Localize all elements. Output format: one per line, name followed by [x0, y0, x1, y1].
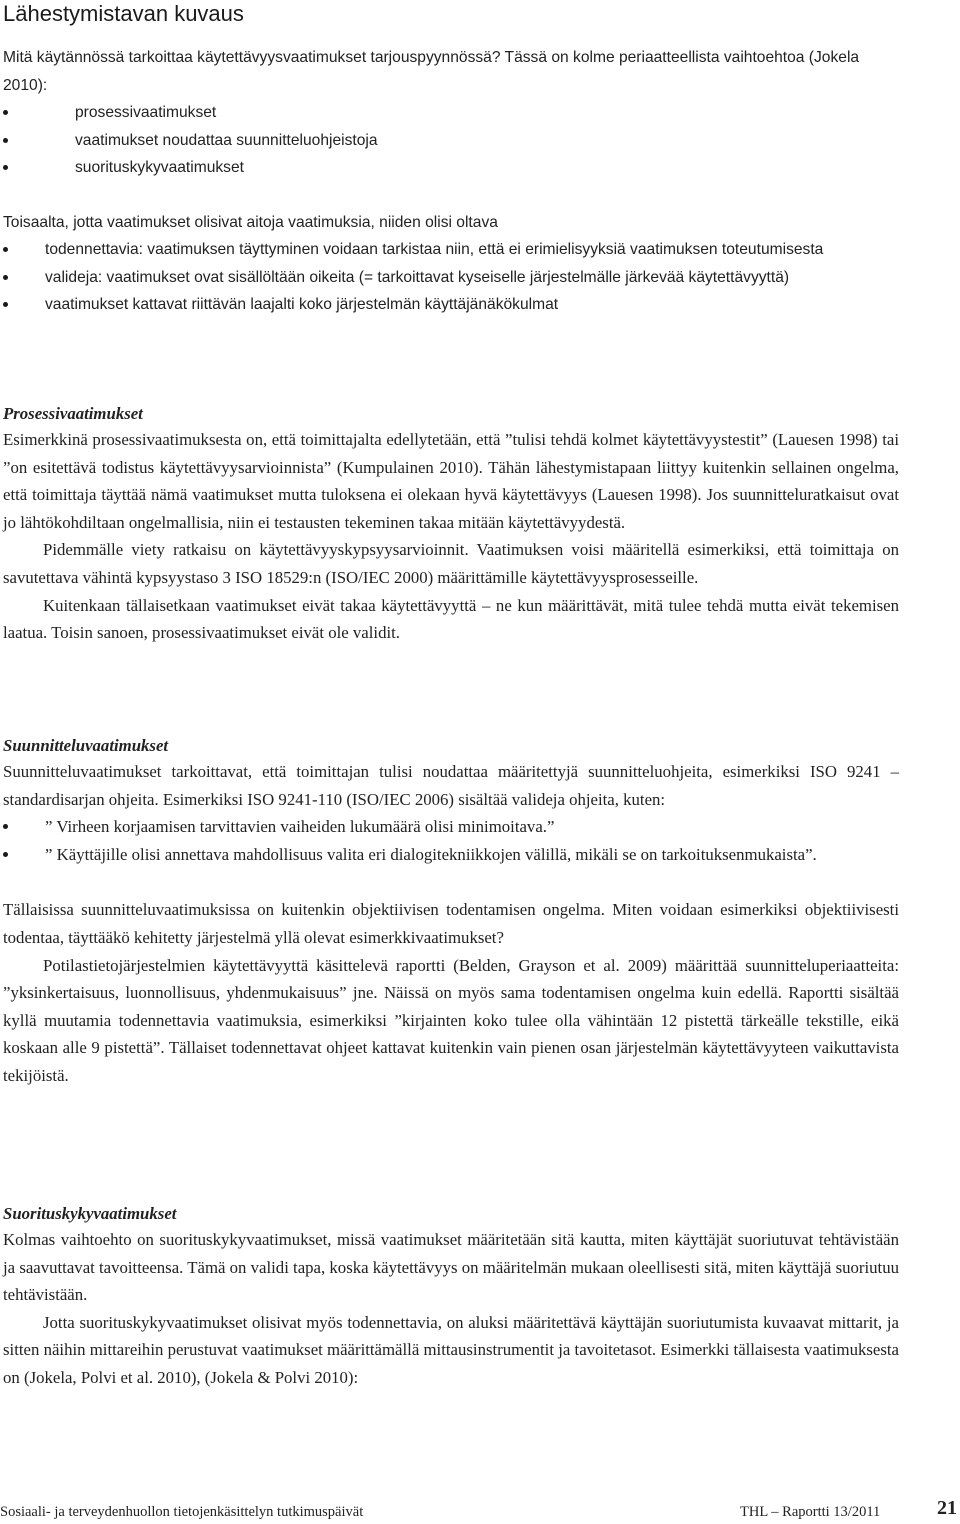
intro-list — [3, 99, 899, 182]
design-section — [3, 734, 899, 1090]
paragraph: Tällaisissa suunnitteluvaatimuksissa on kuitenkin objektiivisen todentamisen ongelma. Miten voidaan esimerkiksi objektiivisesti todentaa, täyttääkö kehitetty järjestelmä yllä olevat esimerkkivaatimukset? — [3, 900, 899, 947]
section-title: Suorituskykyvaatimukset — [3, 1204, 177, 1223]
section-title: Prosessivaatimukset — [3, 404, 143, 423]
footer-event-name: Sosiaali- ja terveydenhuollon tietojenkäsittelyn tutkimuspäivät — [0, 1504, 364, 1520]
paragraph: Jotta suorituskykyvaatimukset olisivat myös todennettavia, on aluksi määritettävä käyttäjän suoriutumista kuvaavat mittarit, ja sitten näihin mittareihin perustuvat vaatimukset määrittämällä mittausinstrumentit ja tavoitetasot. Esimerkki tällaisesta vaatimuksesta on (Jokela, Polvi et al. 2010), (Jokela & Polvi 2010): — [3, 1312, 899, 1387]
bullet-icon — [3, 110, 8, 115]
list-item: todennettavia: vaatimuksen täyttyminen voidaan tarkistaa niin, että ei erimielisyyksiä vaatimuksen toteutumisesta — [3, 236, 899, 264]
criteria-list — [3, 236, 899, 319]
bullet-icon — [3, 852, 8, 857]
paragraph: Pidemmälle viety ratkaisu on käytettävyyskypsyysarvioinnit. Vaatimuksen voisi määritellä esimerkiksi, että toimittaja on savutettava vähintä kypsyystaso 3 ISO 18529:n (ISO/IEC 2000) määrittämille käytettävyysprosesseille. — [3, 540, 899, 587]
section-title: Suunnitteluvaatimukset — [3, 736, 169, 755]
footer-report-id: THL – Raportti 13/2011 — [740, 1504, 881, 1520]
list-item: ” Käyttäjille olisi annettava mahdollisuus valita eri dialogitekniikkojen välillä, mikäli se on tarkoituksenmukaista”. — [3, 841, 899, 869]
list-item: vaatimukset kattavat riittävän laajalti koko järjestelmän käyttäjänäkökulmat — [3, 291, 899, 319]
bullet-icon — [3, 165, 8, 170]
page-number: 21 — [937, 1497, 957, 1519]
performance-section — [3, 1202, 899, 1392]
paragraph: Esimerkkinä prosessivaatimuksesta on, että toimittajalta edellytetään, että ”tulisi tehdä kolmet käytettävyystestit” (Lauesen 1998) tai ”on esitettävä todistus käytettävyysarvioinnista” (Kumpulainen 2010). Tähän lähestymistapaan liittyy kuitenkin sellainen ongelma, että toimittaja täyttää nämä vaatimukset mutta tuloksena ei olekaan hyvä käytettävyys (Lauesen 1998). Jos suunnitteluratkaisut ovat jo lähtökohdiltaan ongelmallisia, niin ei testausten tekeminen takaa mitään käytettävyydestä. — [3, 430, 899, 532]
bullet-icon — [3, 138, 8, 143]
bullet-icon — [3, 247, 8, 252]
design-list — [3, 813, 899, 868]
intro-paragraph: Mitä käytännössä tarkoittaa käytettävyysvaatimukset tarjouspyynnössä? Tässä on kolme periaatteellista vaihtoehtoa (Jokela 2010): — [3, 49, 860, 94]
list-item: vaatimukset noudattaa suunnitteluohjeistoja — [3, 127, 899, 155]
bullet-icon — [3, 302, 8, 307]
list-item: suorituskykyvaatimukset — [3, 154, 899, 182]
paragraph: Kuitenkaan tällaisetkaan vaatimukset eivät takaa käytettävyyttä – ne kun määrittävät, mitä tulee tehdä mutta eivät tekemisen laatua. Toisin sanoen, prosessivaatimukset eivät ole validit. — [3, 595, 899, 643]
paragraph: Kolmas vaihtoehto on suorituskykyvaatimukset, missä vaatimukset määritetään sitä kautta, miten käyttäjät suoriutuvat tehtävistään ja saavuttavat tavoitteensa. Tämä on validi tapa, koska käytettävyys on määritelmän mukaan oleellisesti sitä, miten käyttäjä suoriutuu tehtävistään. — [3, 1230, 899, 1305]
page-heading: Lähestymistavan kuvaus — [3, 1, 244, 26]
bullet-icon — [3, 275, 8, 280]
list-item: prosessivaatimukset — [3, 99, 899, 127]
process-section — [3, 402, 899, 647]
criteria-paragraph: Toisaalta, jotta vaatimukset olisivat aitoja vaatimuksia, niiden olisi oltava — [3, 214, 498, 231]
bullet-icon — [3, 824, 8, 829]
paragraph: Potilastietojärjestelmien käytettävyyttä käsittelevä raportti (Belden, Grayson et al. 2009) määrittää suunnitteluperiaatteita: ”yksinkertaisuus, luonnollisuus, yhdenmukaisuus” jne. Näissä on myös sama todentamisen ongelma kuin edellä. Raportti sisältää kyllä muutamia todennettavia vaatimuksia, esimerkiksi ”kirjainten koko tulee olla vähintään 12 pistettä tärkeälle tekstille, eikä koskaan alle 9 pistettä”. Tällaiset todennettavat ohjeet kattavat kuitenkin vain pienen osan järjestelmän käytettävyyteen vaikuttavista tekijöistä. — [3, 955, 899, 1085]
paragraph: Suunnitteluvaatimukset tarkoittavat, että toimittajan tulisi noudattaa määritettyjä suunnitteluohjeita, esimerkiksi ISO 9241 –standardisarjan ohjeita. Esimerkiksi ISO 9241-110 (ISO/IEC 2006) sisältää valideja ohjeita, kuten: — [3, 762, 899, 809]
list-item: ” Virheen korjaamisen tarvittavien vaiheiden lukumäärä olisi minimoitava.” — [3, 813, 899, 841]
list-item: valideja: vaatimukset ovat sisällöltään oikeita (= tarkoittavat kyseiselle järjestelmälle järkevää käytettävyyttä) — [3, 264, 899, 292]
